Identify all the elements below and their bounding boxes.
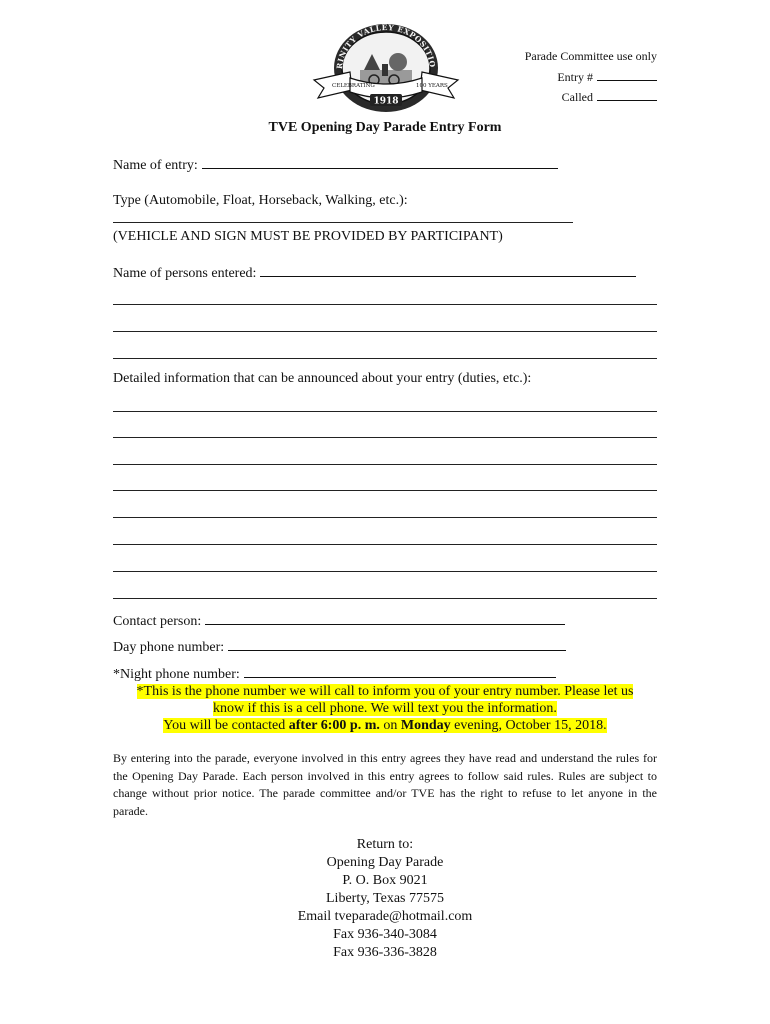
day-phone-row — [113, 638, 566, 656]
return-city: Liberty, Texas 77575 — [326, 891, 444, 906]
persons-label: Name of persons entered: — [113, 266, 257, 281]
persons-line-3[interactable] — [113, 331, 657, 332]
type-field[interactable] — [113, 222, 573, 223]
agreement-paragraph: By entering into the parade, everyone involved in this entry agrees they have read and understand the rules for the Opening Day Parade. Each person involved in this entry agrees to follow said rules. Rules are subject to change without prior notice. The parade committee and/or TVE has the right to refuse to let anyone in the parade. — [113, 751, 657, 818]
logo-seal-icon — [312, 18, 460, 114]
return-email[interactable]: Email tveparade@hotmail.com — [297, 909, 473, 924]
details-line-8[interactable] — [113, 598, 657, 599]
contact-time: after 6:00 p. m. — [288, 718, 380, 733]
persons-line-4[interactable] — [113, 358, 657, 359]
type-label: Type (Automobile, Float, Horseback, Walking, etc.): — [113, 193, 408, 208]
name-of-entry-row — [113, 156, 558, 174]
return-address — [0, 836, 770, 962]
contact-label: Contact person: — [113, 614, 202, 629]
phone-note — [113, 683, 657, 734]
logo-year: 1918 — [373, 96, 399, 107]
logo-left-ribbon: CELEBRATING — [332, 83, 375, 89]
office-use-box — [457, 46, 657, 108]
logo-right-ribbon: 100 YEARS — [416, 83, 448, 89]
vehicle-note: (VEHICLE AND SIGN MUST BE PROVIDED BY PARTICIPANT) — [113, 229, 503, 244]
night-phone-label: *Night phone number: — [113, 667, 240, 682]
return-box: P. O. Box 9021 — [342, 873, 428, 888]
entry-number-label: Entry # — [557, 69, 593, 84]
contact-row — [113, 612, 565, 630]
day-phone-label: Day phone number: — [113, 640, 225, 655]
phone-note-line-2: know if this is a cell phone. We will text you the information. — [213, 701, 557, 716]
day-phone-field[interactable] — [228, 638, 566, 651]
entry-number-field[interactable] — [597, 69, 657, 81]
called-field[interactable] — [597, 89, 657, 101]
details-line-1[interactable] — [113, 411, 657, 412]
persons-field[interactable] — [260, 264, 636, 277]
called-row — [457, 87, 657, 108]
entry-number-row — [457, 67, 657, 88]
contact-day: Monday — [400, 718, 451, 733]
details-line-7[interactable] — [113, 571, 657, 572]
details-line-5[interactable] — [113, 517, 657, 518]
form-title: TVE Opening Day Parade Entry Form — [268, 120, 502, 135]
details-line-4[interactable] — [113, 490, 657, 491]
details-line-6[interactable] — [113, 544, 657, 545]
details-line-3[interactable] — [113, 464, 657, 465]
details-line-2[interactable] — [113, 437, 657, 438]
persons-line-2[interactable] — [113, 304, 657, 305]
return-fax-2: Fax 936-336-3828 — [333, 945, 437, 960]
office-use-heading: Parade Committee use only — [524, 49, 657, 63]
trinity-valley-exposition-logo — [312, 18, 460, 114]
contact-field[interactable] — [205, 612, 565, 625]
persons-row — [113, 264, 636, 282]
return-heading: Return to: — [356, 837, 414, 852]
name-of-entry-field[interactable] — [202, 156, 558, 169]
phone-note-line-3: You will be contacted after 6:00 p. m. on Monday evening, October 15, 2018. — [163, 718, 607, 733]
name-of-entry-label: Name of entry: — [113, 158, 198, 173]
night-phone-field[interactable] — [244, 665, 556, 678]
details-label: Detailed information that can be announced about your entry (duties, etc.): — [113, 371, 532, 386]
return-fax-1: Fax 936-340-3084 — [333, 927, 437, 942]
return-name: Opening Day Parade — [326, 855, 444, 870]
called-label: Called — [561, 90, 593, 104]
logo-top-text: RINITY VALLEY EXPOSITIO — [334, 22, 438, 70]
phone-note-line-1: *This is the phone number we will call to inform you of your entry number. Please let us — [136, 684, 634, 699]
night-phone-row — [113, 665, 556, 683]
